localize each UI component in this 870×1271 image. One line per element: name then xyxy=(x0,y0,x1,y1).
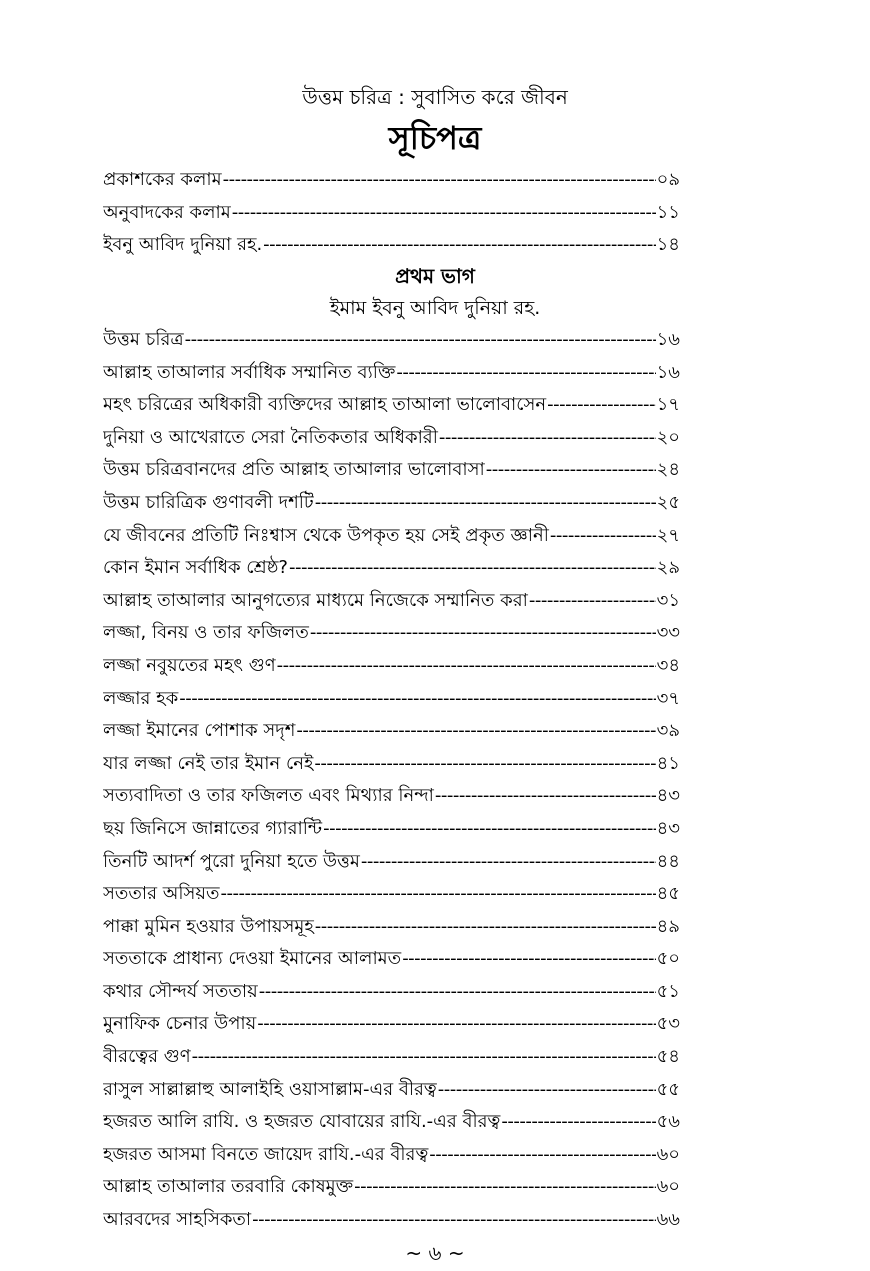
section-subtitle: ইমাম ইবনু আবিদ দুনিয়া রহ. xyxy=(329,297,541,319)
toc-entry xyxy=(103,229,680,262)
front-matter-list xyxy=(103,164,680,262)
dot-leader xyxy=(179,683,655,716)
toc-entry-title: হজরত আলি রাযি. ও হজরত যোবায়ের রাযি.-এর বীরত্ব xyxy=(103,1111,501,1133)
toc-entry-page: ৫০ xyxy=(656,948,680,970)
dot-leader xyxy=(296,715,655,748)
toc-entry-page: ২০ xyxy=(656,426,680,448)
toc-entry-page: ৫৬ xyxy=(656,1111,680,1133)
page-number: ~ ৬ ~ xyxy=(405,1241,465,1265)
toc-entry xyxy=(103,976,680,1009)
toc-entry-page: ৪৫ xyxy=(656,883,680,905)
toc-entry-title: আল্লাহ তাআলার সর্বাধিক সম্মানিত ব্যক্তি xyxy=(103,361,396,383)
toc-entry xyxy=(103,1139,680,1172)
dot-leader xyxy=(223,164,656,197)
running-head: উত্তম চরিত্র : সুবাসিত করে জীবন xyxy=(302,85,568,109)
toc-entry xyxy=(103,164,680,197)
dot-leader xyxy=(396,357,655,390)
toc-entry xyxy=(103,1041,680,1074)
toc-entry-page: ২৪ xyxy=(656,459,680,481)
toc-entry-page: ১৬ xyxy=(656,361,680,383)
toc-entry-title: হজরত আসমা বিনতে জায়েদ রাযি.-এর বীরত্ব xyxy=(103,1143,429,1165)
dot-leader xyxy=(529,585,656,618)
toc-entry xyxy=(103,780,680,813)
toc-entry-title: লজ্জা, বিনয় ও তার ফজিলত xyxy=(103,622,309,644)
toc-entry-page: ৪৯ xyxy=(656,915,680,937)
toc-entry-title: আরবদের সাহসিকতা xyxy=(103,1209,252,1231)
toc-entry xyxy=(103,683,680,716)
dot-leader xyxy=(547,389,655,422)
dot-leader xyxy=(486,454,656,487)
toc-entry-list xyxy=(103,324,680,1237)
toc-entry-title: কথার সৌন্দর্য সততায় xyxy=(103,980,258,1002)
toc-entry-page: ৫৩ xyxy=(656,1013,680,1035)
toc-entry xyxy=(103,846,680,879)
toc-entry-page: ৩১ xyxy=(656,589,680,611)
toc-entry-page: ২৫ xyxy=(656,491,680,513)
dot-leader xyxy=(501,1106,655,1139)
dot-leader xyxy=(314,748,655,781)
dot-leader xyxy=(550,520,656,553)
toc-entry xyxy=(103,650,680,683)
toc-entry-page: ৪৩ xyxy=(656,785,680,807)
toc-entry-title: আল্লাহ তাআলার আনুগত্যের মাধ্যমে নিজেকে সম্মানিত করা xyxy=(103,589,528,611)
toc-entry-title: পাক্কা মুমিন হওয়ার উপায়সমূহ xyxy=(103,915,314,937)
toc-entry-page: ০৯ xyxy=(656,169,680,190)
toc-entry xyxy=(103,878,680,911)
dot-leader xyxy=(429,1139,655,1172)
toc-entry-page: ৩৭ xyxy=(656,687,680,709)
toc-entry-title: ইবনু আবিদ দুনিয়া রহ. xyxy=(103,234,263,256)
toc-entry-page: ১৬ xyxy=(656,329,680,350)
dot-leader xyxy=(289,552,656,585)
toc-entry-title: দুনিয়া ও আখেরাতে সেরা নৈতিকতার অধিকারী xyxy=(103,426,438,448)
toc-entry xyxy=(103,454,680,487)
toc-entry xyxy=(103,748,680,781)
toc-entry xyxy=(103,911,680,944)
toc-entry xyxy=(103,357,680,390)
toc-entry-page: ৬০ xyxy=(656,1143,680,1165)
toc-entry-title: লজ্জা ইমানের পোশাক সদৃশ xyxy=(103,720,296,742)
toc-entry-title: আল্লাহ তাআলার তরবারি কোষমুক্ত xyxy=(103,1176,354,1198)
toc-entry-title: সততাকে প্রাধান্য দেওয়া ইমানের আলামত xyxy=(103,948,402,970)
toc-entry-title: সততার অসিয়ত xyxy=(103,883,220,905)
toc-entry-title: কোন ইমান সর্বাধিক শ্রেষ্ঠ? xyxy=(103,557,288,579)
dot-leader xyxy=(435,780,656,813)
toc-entry-title: অনুবাদকের কলাম xyxy=(103,201,231,223)
toc-entry-page: ৩৪ xyxy=(656,654,680,676)
toc-entry xyxy=(103,943,680,976)
toc-entry-title: বীরত্বের গুণ xyxy=(103,1046,191,1068)
dot-leader xyxy=(232,197,656,230)
toc-entry-title: রাসুল সাল্লাল্লাহু আলাইহি ওয়াসাল্লাম-এর বীরত্ব xyxy=(103,1078,437,1100)
dot-leader xyxy=(257,1008,655,1041)
dot-leader xyxy=(185,324,656,357)
dot-leader xyxy=(277,650,656,683)
toc-entry-title: ছয় জিনিসে জান্নাতের গ্যারান্টি xyxy=(103,817,323,839)
dot-leader xyxy=(263,229,655,262)
dot-leader xyxy=(252,1204,655,1237)
dot-leader xyxy=(361,846,656,879)
toc-entry xyxy=(103,715,680,748)
toc-entry-page: ৫৫ xyxy=(656,1078,680,1100)
dot-leader xyxy=(402,943,655,976)
dot-leader xyxy=(323,813,656,846)
toc-entry xyxy=(103,585,680,618)
toc-entry xyxy=(103,1171,680,1204)
toc-entry-page: ১৪ xyxy=(656,234,680,256)
toc-entry-title: লজ্জার হক xyxy=(103,687,179,709)
toc-entry-page: ২৯ xyxy=(656,557,680,579)
toc-entry-page: ৩৩ xyxy=(656,622,680,644)
section-title: প্রথম ভাগ xyxy=(395,264,475,288)
toc-entry-page: ২৭ xyxy=(656,524,680,546)
dot-leader xyxy=(354,1171,655,1204)
toc-entry-page: ৫১ xyxy=(656,980,680,1002)
toc-entry xyxy=(103,1008,680,1041)
toc-entry-title: যে জীবনের প্রতিটি নিঃশ্বাস থেকে উপকৃত হয় সেই প্রকৃত জ্ঞানী xyxy=(103,524,549,546)
dot-leader xyxy=(315,911,656,944)
toc-entry-page: ৬০ xyxy=(656,1176,680,1198)
toc-entry-title: তিনটি আদর্শ পুরো দুনিয়া হতে উত্তম xyxy=(103,850,360,872)
dot-leader xyxy=(315,487,656,520)
toc-entry-page: ৪১ xyxy=(656,752,680,774)
toc-entry-title: উত্তম চরিত্রবানদের প্রতি আল্লাহ তাআলার ভালোবাসা xyxy=(103,459,485,481)
toc-entry-page: ৪৪ xyxy=(656,850,680,872)
toc-entry xyxy=(103,1074,680,1107)
toc-entry xyxy=(103,487,680,520)
toc-entry xyxy=(103,552,680,585)
dot-leader xyxy=(439,422,656,455)
dot-leader xyxy=(438,1074,656,1107)
dot-leader xyxy=(259,976,656,1009)
toc-entry-page: ৬৬ xyxy=(656,1209,680,1231)
toc-entry xyxy=(103,1204,680,1237)
dot-leader xyxy=(310,617,656,650)
toc-entry xyxy=(103,389,680,422)
toc-entry-page: ৫৪ xyxy=(656,1046,680,1068)
toc-entry-title: মুনাফিক চেনার উপায় xyxy=(103,1013,257,1035)
toc-entry xyxy=(103,1106,680,1139)
toc-entry xyxy=(103,422,680,455)
toc-entry-title: যার লজ্জা নেই তার ইমান নেই xyxy=(103,752,314,774)
toc-entry xyxy=(103,324,680,357)
toc-entry-page: ৪৩ xyxy=(656,817,680,839)
toc-entry xyxy=(103,813,680,846)
dot-leader xyxy=(192,1041,656,1074)
toc-entry-page: ৩৯ xyxy=(656,720,680,742)
toc-entry-page: ১৭ xyxy=(656,394,680,416)
dot-leader xyxy=(220,878,655,911)
toc-entry-title: সত্যবাদিতা ও তার ফজিলত এবং মিথ্যার নিন্দা xyxy=(103,785,434,807)
toc-entry xyxy=(103,520,680,553)
toc-entry-title: প্রকাশকের কলাম xyxy=(103,169,222,190)
toc-entry xyxy=(103,617,680,650)
toc-entry-title: উত্তম চারিত্রিক গুণাবলী দশটি xyxy=(103,491,314,513)
page-title: সূচিপত্র xyxy=(388,119,482,157)
toc-entry xyxy=(103,197,680,230)
toc-entry-title: উত্তম চরিত্র xyxy=(103,329,184,350)
toc-entry-title: লজ্জা নবুয়তের মহৎ গুণ xyxy=(103,654,276,676)
toc-entry-page: ১১ xyxy=(656,201,680,223)
toc-entry-title: মহৎ চরিত্রের অধিকারী ব্যক্তিদের আল্লাহ তাআলা ভালোবাসেন xyxy=(103,394,547,416)
